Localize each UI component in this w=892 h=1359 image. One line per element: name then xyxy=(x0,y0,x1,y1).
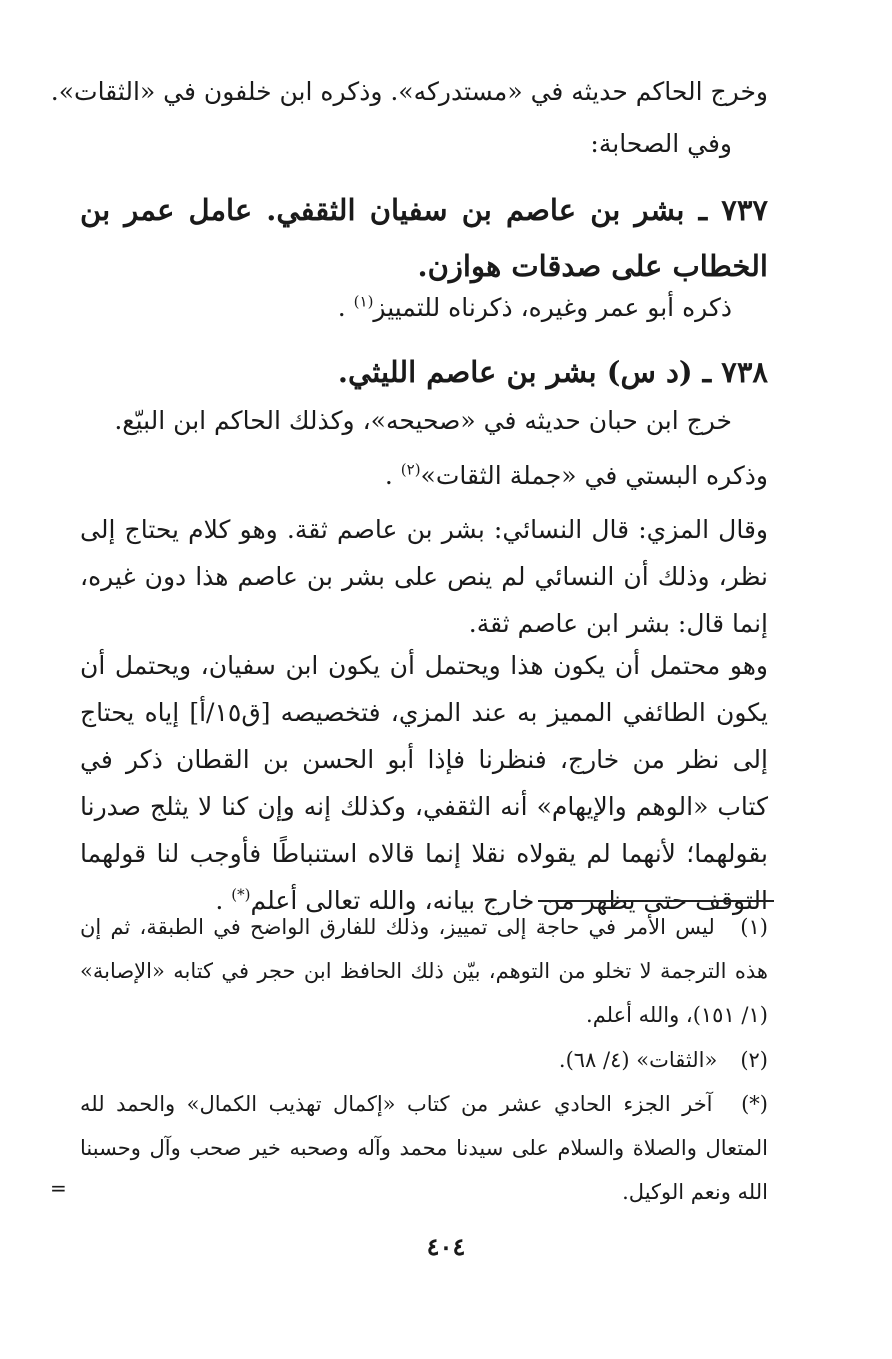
intro-line-2: وفي الصحابة: xyxy=(590,129,732,158)
footnote-2 xyxy=(80,1038,768,1082)
entry-738-line-1: خرج ابن حبان حديثه في «صحيحه»، وكذلك الحاكم ابن البيّع. xyxy=(114,406,732,435)
footnote-star-text: آخر الجزء الحادي عشر من كتاب «إكمال تهذيب الكمال» والحمد لله المتعال والصلاة والسلام على سيدنا محمد وآله وصحبه خير صحب وآل وحسبنا الله ونعم الوكيل. xyxy=(80,1092,768,1204)
entry-737-text xyxy=(80,288,732,328)
footnote-ref-star: (*) xyxy=(231,885,251,904)
page-number: ٤٠٤ xyxy=(426,1232,466,1261)
footnote-separator xyxy=(538,900,774,902)
entry-738-line-2-end: . xyxy=(384,461,401,490)
intro-line-1: وخرج الحاكم حديثه في «مستدركه». وذكره ابن خلفون في «الثقات». xyxy=(50,77,768,106)
footnote-ref-1: (١) xyxy=(353,292,374,311)
entry-737-body: ذكره أبو عمر وغيره، ذكرناه للتمييز xyxy=(373,293,732,322)
entry-737-heading: ٧٣٧ ـ بشر بن عاصم بن سفيان الثقفي. عامل عمر بن الخطاب على صدقات هوازن. xyxy=(80,193,768,283)
footnote-1-text: ليس الأمر في حاجة إلى تمييز، وذلك للفارق الواضح في الطبقة، ثم إن هذه الترجمة لا تخلو من التوهم، بيّن ذلك الحافظ ابن حجر في كتابه «الإصابة» (١/ ١٥١)، والله أعلم. xyxy=(80,915,768,1027)
entry-738-paragraph-2-body: وهو محتمل أن يكون هذا ويحتمل أن يكون ابن سفيان، ويحتمل أن يكون الطائفي المميز به عند المزي، فتخصيصه [ق١٥/أ] إياه يحتاج إلى نظر من خارج، فنظرنا فإذا أبو الحسن بن القطان ذكر في كتاب «الوهم والإيهام» أنه الثقفي، وكذلك إنه وإن كنا لا يثلج صدرنا بقولهما؛ لأنهما لم يقولاه نقلا إنما قالاه استنباطًا فأوجب لنا قولهما التوقف حتى يظهر من خارج بيانه، والله تعالى أعلم xyxy=(80,651,768,915)
footnote-1-mark: (١) xyxy=(740,915,768,939)
footnote-ref-2: (٢) xyxy=(400,460,421,479)
footnote-2-mark: (٢) xyxy=(740,1048,768,1072)
footnote-star xyxy=(80,1082,768,1214)
footnote-2-text: «الثقات» (٤/ ٦٨). xyxy=(558,1048,718,1072)
entry-738-heading: ٧٣٨ ـ (د س) بشر بن عاصم الليثي. xyxy=(337,355,768,389)
entry-738-paragraph-2 xyxy=(80,642,768,924)
footnote-1 xyxy=(80,905,768,1037)
continuation-mark: = xyxy=(50,1176,67,1200)
entry-738-line-2-body: وذكره البستي في «جملة الثقات» xyxy=(420,461,768,490)
entry-737-end: . xyxy=(337,293,354,322)
entry-738-line-2 xyxy=(80,456,768,496)
entry-738-paragraph-1: وقال المزي: قال النسائي: بشر بن عاصم ثقة. وهو كلام يحتاج إلى نظر، وذلك أن النسائي لم ينص على بشر بن عاصم هذا دون غيره، إنما قال: بشر ابن عاصم ثقة. xyxy=(80,515,768,638)
footnote-star-mark: (*) xyxy=(741,1092,768,1116)
entry-738-paragraph-2-end: . xyxy=(215,886,232,915)
